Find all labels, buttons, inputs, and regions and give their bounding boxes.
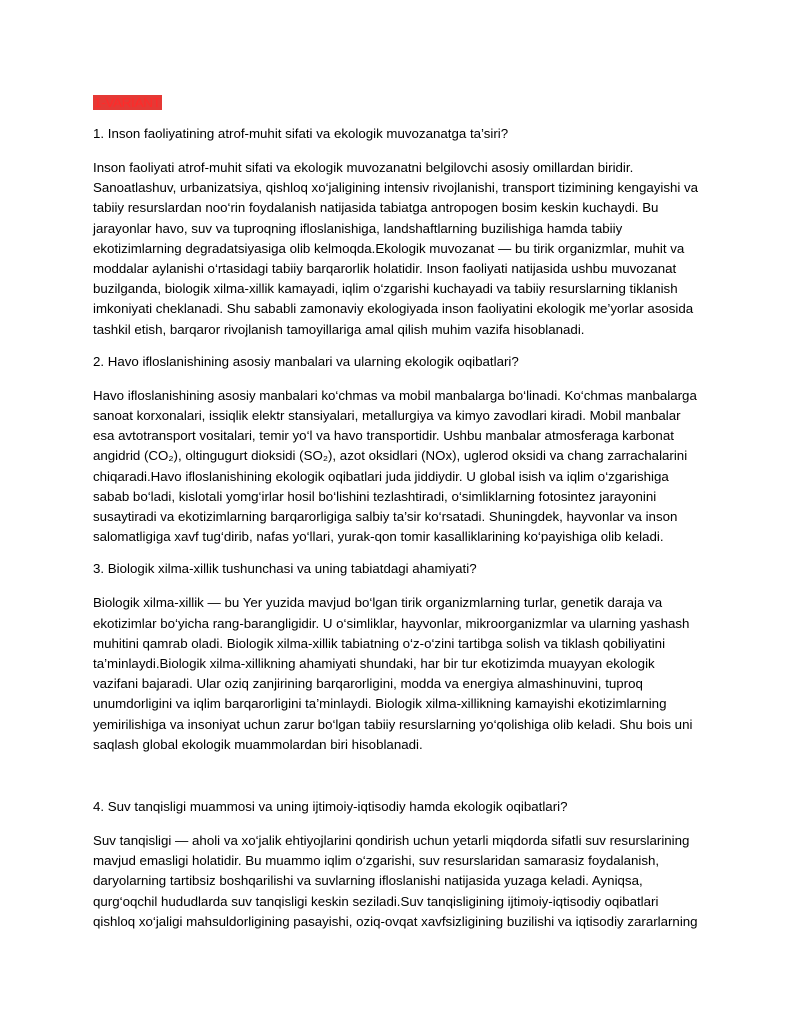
question-1: 1. Inson faoliyatining atrof-muhit sifati va ekologik muvozanatga ta’siri? bbox=[93, 126, 509, 141]
question-4: 4. Suv tanqisligi muammosi va uning ijtimoiy-iqtisodiy hamda ekologik oqibatlari? bbox=[93, 799, 568, 815]
variant-heading bbox=[93, 94, 700, 112]
variant-label: 1-VARIANT bbox=[94, 95, 161, 110]
blank-spacer bbox=[93, 767, 700, 797]
answer-3: Biologik xilma-xillik — bu Yer yuzida mavjud bo‘lgan tirik organizmlarning turlar, genetik daraja va ekotizimlar bo‘yicha rang-barangligidir. U o‘simliklar, hayvonlar, mikroorganizmlar va ularning yashash muhitini qamrab oladi. Biologik xilma-xillik tabiatning o‘z-o‘zini tartibga solish va tiklash qobiliyatini ta’minlaydi.Biologik xilma-xillikning ahamiyati shundaki, har bir tur ekotizimda muayyan ekologik vazifani bajaradi. Ular oziq zanjirining barqarorligini, modda va energiya almashinuvini, tuproq unumdorligini va iqlim barqarorligini ta’minlaydi. Biologik xilma-xillikning kamayishi ekotizimlarning yemirilishiga va insoniyat uchun zarur bo‘lgan tabiiy resurslarning yo‘qolishiga olib keladi. Shu bois uni saqlash global ekologik muammolardan biri hisoblanadi. bbox=[93, 595, 693, 752]
answer-1: Inson faoliyati atrof-muhit sifati va ekologik muvozanatni belgilovchi asosiy omillardan biridir. Sanoatlashuv, urbanizatsiya, qishloq xo‘jaligining intensiv rivojlanishi, transport tizimining kengayishi va tabiiy resurslardan noo‘rin foydalanish natijasida tabiatga antropogen bosim keskin kuchaydi. Bu jarayonlar havo, suv va tuproqning ifloslanishiga, landshaftlarning buzilishiga hamda tabiiy ekotizimlarning degradatsiyasiga olib kelmoqda.Ekologik muvozanat — bu tirik organizmlar, muhit va moddalar aylanishi o‘rtasidagi tabiiy barqarorlik holatidir. Inson faoliyati natijasida ushbu muvozanat buzilganda, biologik xilma-xillik kamayadi, iqlim o‘zgarishi kuchayadi va tabiiy resurslarning tiklanish imkoniyati cheklanadi. Shu sababli zamonaviy ekologiyada inson faoliyatini ekologik me’yorlar asosida tashkil etish, barqaror rivojlanish tamoyillariga amal qilish muhim vazifa hisoblanadi. bbox=[93, 160, 699, 337]
answer-4: Suv tanqisligi — aholi va xo‘jalik ehtiyojlarini qondirish uchun yetarli miqdorda sifatli suv resurslarining mavjud emasligi holatidir. Bu muammo iqlim o‘zgarishi, suv resurslaridan samarasiz foydalanish, daryolarning tartibsiz boshqarilishi va suvlarning ifloslanishi natijasida yuzaga keladi. Ayniqsa, qurg‘oqchil hududlarda suv tanqisligi keskin seziladi.Suv tanqisligining ijtimoiy-iqtisodiy oqibatlari qishloq xo‘jaligi mahsuldorligining pasayishi, oziq-ovqat xavfsizligining buzilishi va iqtisodiy zararlarning bbox=[93, 833, 698, 929]
question-3: 3. Biologik xilma-xillik tushunchasi va uning tabiatdagi ahamiyati? bbox=[93, 561, 477, 577]
question-2: 2. Havo ifloslanishining asosiy manbalari va ularning ekologik oqibatlari? bbox=[93, 353, 519, 369]
answer-2: Havo ifloslanishining asosiy manbalari ko‘chmas va mobil manbalarga bo‘linadi. Ko‘chmas manbalarga sanoat korxonalari, issiqlik elektr stansiyalari, metallurgiya va kimyo zavodlari kiradi. Mobil manbalar esa avtotransport vositalari, temir yo‘l va havo transportidir. Ushbu manbalar atmosferaga karbonat angidrid (CO₂), oltingugurt dioksidi (SO₂), azot oksidlari (NOx), uglerod oksidi va chang zarrachalarini chiqaradi.Havo ifloslanishining ekologik oqibatlari juda jiddiydir. U global isish va iqlim o‘zgarishiga sabab bo‘ladi, kislotali yomg‘irlar hosil bo‘lishini tezlashtiradi, o‘simliklarning fotosintez jarayonini susaytiradi va ekotizimlarning barqarorligiga salbiy ta’sir ko‘rsatadi. Shuningdek, hayvonlar va inson salomatligiga xavf tug‘dirib, nafas yo‘llari, yurak-qon tomir kasalliklarining ko‘payishiga olib keladi. bbox=[93, 387, 697, 545]
